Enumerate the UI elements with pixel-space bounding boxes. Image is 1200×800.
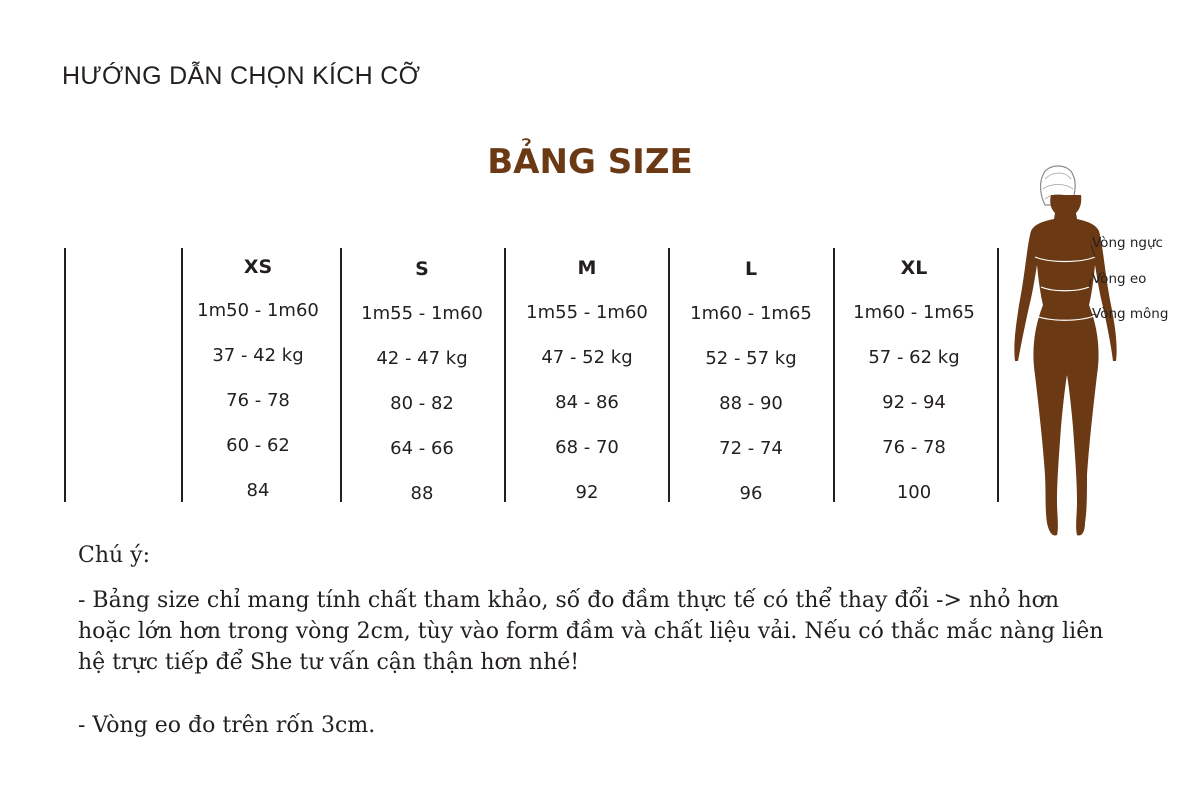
table-cell: 88 - 90 <box>719 393 783 414</box>
table-cell: 1m50 - 1m60 <box>197 300 319 321</box>
table-divider <box>181 248 183 502</box>
body-measurement-silhouette-icon <box>1005 165 1185 550</box>
note-paragraph: - Vòng eo đo trên rốn 3cm. <box>78 713 376 738</box>
size-header-xl: XL <box>900 257 928 279</box>
table-divider <box>64 248 66 502</box>
table-cell: 52 - 57 kg <box>705 348 797 369</box>
page-heading: HƯỚNG DẪN CHỌN KÍCH CỠ <box>62 62 421 90</box>
size-table-title: BẢNG SIZE <box>487 142 693 182</box>
table-cell: 1m55 - 1m60 <box>526 302 648 323</box>
table-cell: 68 - 70 <box>555 437 619 458</box>
size-header-xs: XS <box>243 256 273 278</box>
table-cell: 72 - 74 <box>719 438 783 459</box>
table-cell: 64 - 66 <box>390 438 454 459</box>
table-divider <box>340 248 342 502</box>
table-cell: 100 <box>896 482 932 503</box>
table-cell: 84 <box>246 480 270 501</box>
table-cell: 76 - 78 <box>882 437 946 458</box>
size-header-s: S <box>415 258 429 280</box>
table-cell: 92 <box>575 482 599 503</box>
table-cell: 92 - 94 <box>882 392 946 413</box>
table-cell: 1m55 - 1m60 <box>361 303 483 324</box>
table-cell: 47 - 52 kg <box>541 347 633 368</box>
hip-label: Vòng mông <box>1092 306 1169 322</box>
notes-section <box>78 540 1118 741</box>
table-cell: 96 <box>739 483 763 504</box>
table-cell: 80 - 82 <box>390 393 454 414</box>
notes-title: Chú ý: <box>78 543 151 568</box>
size-header-m: M <box>577 257 597 279</box>
table-cell: 60 - 62 <box>226 435 290 456</box>
bust-label: Vòng ngực <box>1092 235 1163 251</box>
table-cell: 88 <box>410 483 434 504</box>
table-cell: 57 - 62 kg <box>868 347 960 368</box>
table-divider <box>504 248 506 502</box>
table-cell: 76 - 78 <box>226 390 290 411</box>
table-divider <box>997 248 999 502</box>
table-cell: 42 - 47 kg <box>376 348 468 369</box>
note-paragraph: - Bảng size chỉ mang tính chất tham khảo, số đo đầm thực tế có thể thay đổi -> nhỏ hơn hoặc lớn hơn trong vòng 2cm, tùy vào form đầm và chất liệu vải. Nếu có thắc mắc nàng liên hệ trực tiếp để She tư vấn cận thận hơn nhé! <box>78 588 1104 675</box>
size-header-l: L <box>744 258 758 280</box>
table-cell: 84 - 86 <box>555 392 619 413</box>
table-cell: 37 - 42 kg <box>212 345 304 366</box>
table-divider <box>668 248 670 502</box>
size-table <box>0 248 1000 504</box>
table-cell: 1m60 - 1m65 <box>853 302 975 323</box>
table-divider <box>833 248 835 502</box>
table-cell: 1m60 - 1m65 <box>690 303 812 324</box>
waist-label: Vòng eo <box>1092 271 1147 287</box>
